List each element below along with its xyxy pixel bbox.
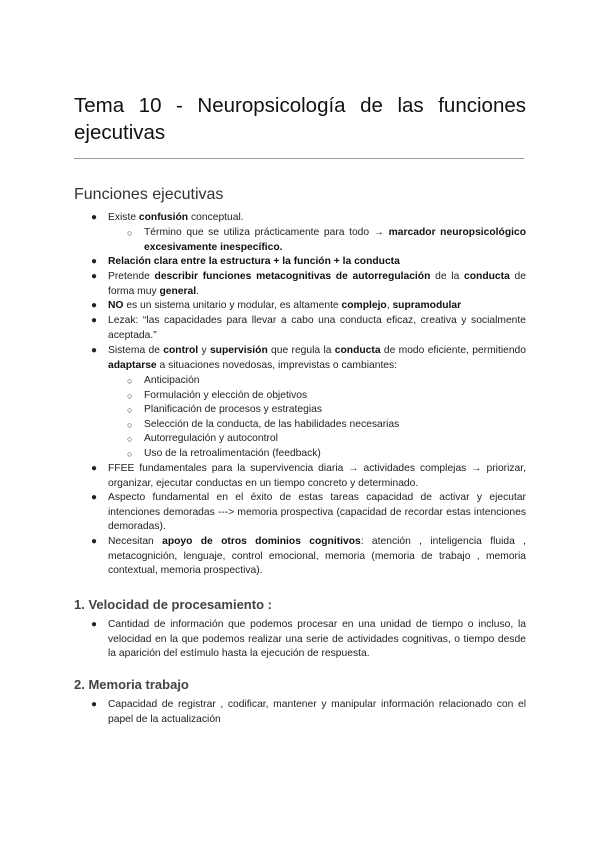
bullet-dot: ● <box>91 492 98 503</box>
list-item: Sistema de control y supervisión que regula la conducta de modo eficiente, permitiendo adaptarse a situaciones novedosas, imprevistas o cambiantes: <box>108 345 527 371</box>
bullet-dot: ● <box>91 619 98 630</box>
section-heading-memoria-trabajo: 2. Memoria trabajo <box>74 677 189 692</box>
section-heading-velocidad: 1. Velocidad de procesamiento : <box>74 597 272 612</box>
bullet-dot: ● <box>91 345 98 356</box>
list-item: Autorregulación y autocontrol <box>144 433 278 444</box>
bullet-dot: ● <box>91 256 98 267</box>
list-item: Relación clara entre la estructura + la función + la conducta <box>108 256 400 267</box>
bullet-circle: ○ <box>127 391 133 401</box>
bullet-dot: ● <box>91 271 98 282</box>
bullet-circle: ○ <box>127 449 133 459</box>
list-item: Lezak: “las capacidades para llevar a cabo una conducta eficaz, creativa y socialmente aceptada.” <box>108 315 526 341</box>
bullet-dot: ● <box>91 315 98 326</box>
list-item: Existe confusión conceptual. <box>108 212 244 223</box>
bullet-circle: ○ <box>127 434 133 444</box>
list-item: Selección de la conducta, de las habilidades necesarias <box>144 419 400 430</box>
list-item: Formulación y elección de objetivos <box>144 390 308 401</box>
list-item: Cantidad de información que podemos procesar en una unidad de tiempo o incluso, la velocidad en la que podemos realizar una serie de actividades cognitivas, o tiempo desde la aparición del estímulo hasta la ejecución de respuesta. <box>108 619 526 660</box>
list-item: FFEE fundamentales para la supervivencia diaria → actividades complejas → priorizar, organizar, ejecutar conductas en un tiempo concreto y determinado. <box>108 463 526 489</box>
bullet-dot: ● <box>91 212 98 223</box>
bullet-dot: ● <box>91 300 98 311</box>
bullet-dot: ● <box>91 536 98 547</box>
bullet-dot: ● <box>91 699 98 710</box>
bullet-circle: ○ <box>127 228 133 238</box>
list-item: Necesitan apoyo de otros dominios cognitivos: atención , inteligencia fluida , metacognición, lenguaje, control emocional, memoria (memoria de trabajo , memoria contextual, memoria prospectiva). <box>108 536 527 577</box>
list-item: Aspecto fundamental en el éxito de estas tareas capacidad de activar y ejecutar intenciones demoradas ---> memoria prospectiva (capacidad de recordar estas intenciones demoradas). <box>108 492 526 533</box>
page-title: Tema 10 - Neuropsicología de las funciones ejecutivas <box>74 94 526 144</box>
list-item: Planificación de procesos y estrategias <box>144 404 323 415</box>
section-heading-funciones-ejecutivas: Funciones ejecutivas <box>74 186 224 203</box>
bullet-circle: ○ <box>127 405 133 415</box>
list-item: Anticipación <box>144 375 200 386</box>
bullet-circle: ○ <box>127 420 133 430</box>
divider <box>74 158 524 159</box>
list-item: NO es un sistema unitario y modular, es altamente complejo, supramodular <box>108 300 462 311</box>
list-item: Capacidad de registrar , codificar, mantener y manipular información relacionado con el papel de la actualización <box>108 699 526 725</box>
bullet-dot: ● <box>91 463 98 474</box>
list-item: Uso de la retroalimentación (feedback) <box>144 448 321 459</box>
list-item: Término que se utiliza prácticamente para todo → marcador neuropsicológico excesivamente inespecífico. <box>144 227 526 253</box>
list-item: Pretende describir funciones metacognitivas de autorregulación de la conducta de forma muy general. <box>108 271 526 297</box>
bullet-circle: ○ <box>127 376 133 386</box>
